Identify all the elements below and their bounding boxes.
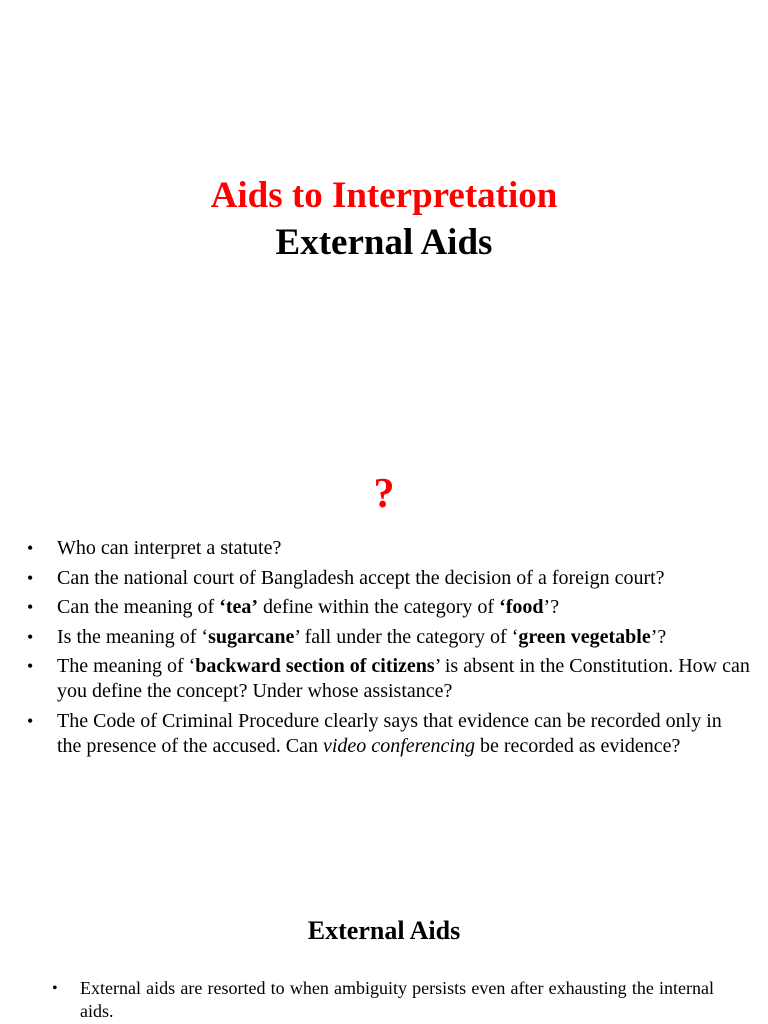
- question-term-italic: video conferencing: [323, 734, 475, 757]
- external-aids-list: [0, 977, 768, 1023]
- slide-questions: [0, 460, 768, 880]
- question-term: backward section of citizens: [195, 655, 435, 677]
- list-item: [0, 625, 768, 650]
- slide-subtitle: External Aids: [275, 222, 493, 263]
- list-item: [0, 595, 768, 620]
- question-text: Can the meaning of: [57, 596, 220, 618]
- question-text: define within the category of: [258, 596, 500, 618]
- bullet-icon: •: [27, 656, 34, 676]
- slide-title-heading: Aids to Interpretation: [210, 175, 558, 216]
- slide-external-aids: [0, 880, 768, 1024]
- bullet-icon: •: [27, 626, 34, 647]
- question-term: ‘food: [499, 596, 544, 618]
- question-text: ’ fall under the category of ‘: [294, 625, 519, 648]
- slide-title: [0, 0, 768, 460]
- question-mark-heading: ?: [373, 471, 395, 517]
- bullet-icon: •: [27, 538, 34, 558]
- bullet-icon: •: [27, 710, 34, 731]
- question-text: be recorded as evidence?: [474, 734, 681, 757]
- question-text: ’?: [543, 596, 560, 618]
- list-item: [0, 566, 768, 591]
- bullet-icon: •: [52, 980, 58, 997]
- question-term: sugarcane: [208, 625, 295, 648]
- bullet-icon: •: [27, 567, 34, 588]
- question-text: Is the meaning of ‘: [57, 625, 209, 648]
- question-term: ‘tea’: [219, 596, 259, 618]
- question-text: The meaning of ‘: [57, 655, 196, 677]
- list-item: [0, 536, 768, 561]
- question-text: ’?: [650, 625, 667, 648]
- list-item: [0, 654, 768, 704]
- question-text: ’ is absent in the Constitution. How can you define the concept? Under whose assistance?: [57, 655, 750, 702]
- external-aids-heading: External Aids: [307, 916, 461, 945]
- question-term: green vegetable: [518, 625, 651, 648]
- question-text: The Code of Criminal Procedure clearly says that evidence can be recorded only in the presence of the accused. Can: [57, 709, 722, 757]
- question-list: [0, 536, 768, 763]
- question-text: Can the national court of Bangladesh accept the decision of a foreign court?: [57, 566, 665, 589]
- external-aids-text: External aids are resorted to when ambiguity persists even after exhausting the internal aids.: [80, 978, 714, 1021]
- bullet-icon: •: [27, 597, 34, 617]
- list-item: [0, 977, 768, 1023]
- list-item: [0, 709, 768, 759]
- question-text: Who can interpret a statute?: [57, 537, 282, 559]
